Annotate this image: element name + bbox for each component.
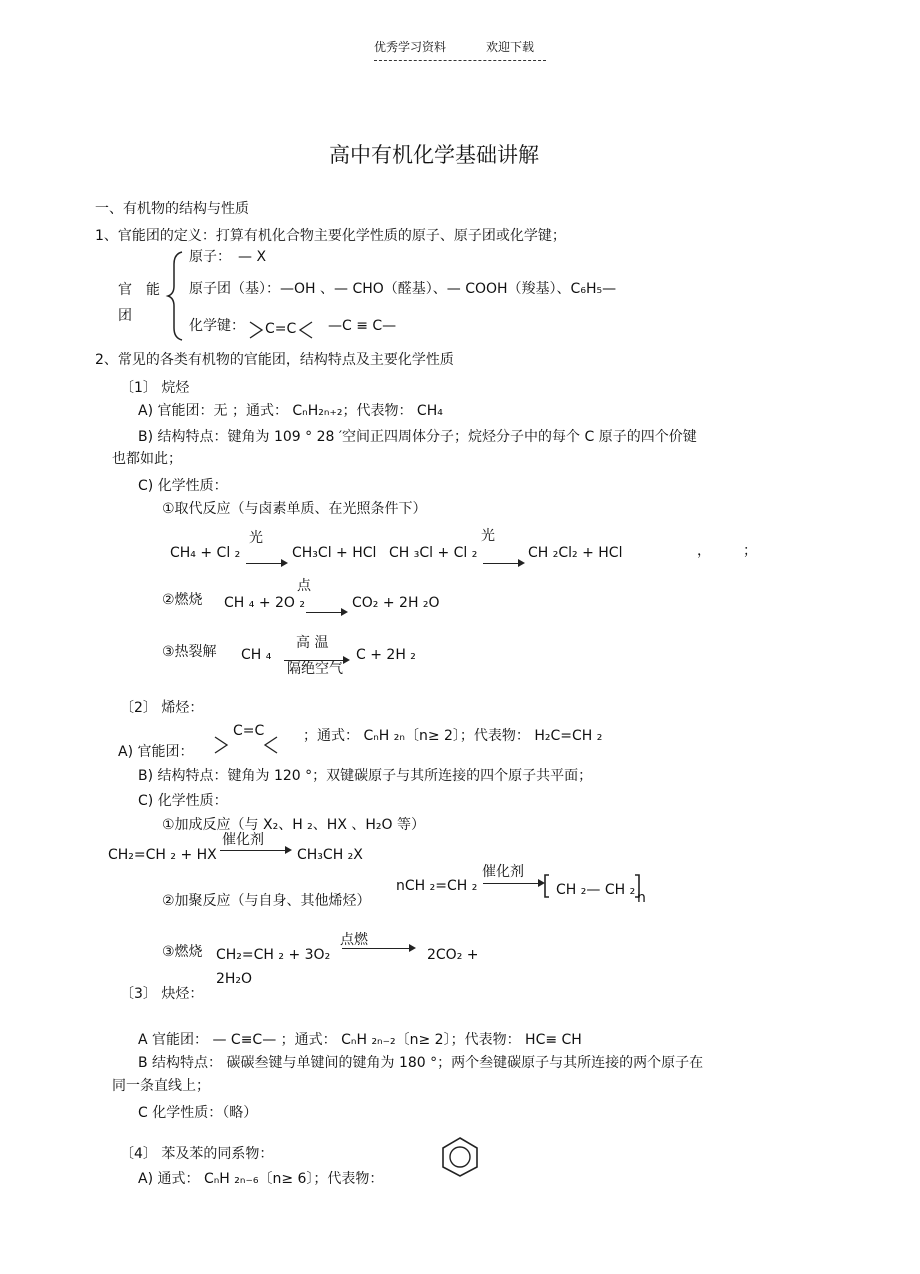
functional-group-definition: 1、官能团的定义：打算有机化合物主要化学性质的原子、原子团或化学键； bbox=[95, 228, 566, 244]
semicolon: ； bbox=[743, 543, 757, 559]
bond-label: 化学键： bbox=[189, 318, 245, 334]
section2-heading: 2、常见的各类有机物的官能团，结构特点及主要化学性质 bbox=[95, 352, 454, 368]
alkane-c: C) 化学性质： bbox=[138, 478, 228, 494]
polymer-n: n bbox=[637, 890, 646, 906]
comma: ， bbox=[697, 543, 711, 559]
alkene-a-label: A) 官能团： bbox=[118, 744, 194, 760]
alkane-title: 〔1〕 烷烃 bbox=[120, 380, 190, 396]
header-right: 欢迎下载 bbox=[486, 40, 535, 54]
eq4-left: CH ₄ bbox=[241, 647, 272, 663]
alkene-bond-text: C=C bbox=[233, 723, 265, 739]
eq2-right: CH ₂Cl₂ + HCl bbox=[528, 545, 623, 561]
alkene-c2: ②加聚反应（与自身、其他烯烃） bbox=[162, 893, 371, 909]
alkane-c1: ①取代反应（与卤素单质、在光照条件下） bbox=[162, 501, 427, 517]
benzene-ring-icon bbox=[440, 1137, 480, 1177]
arrow-3 bbox=[306, 612, 346, 613]
arrow-7 bbox=[342, 948, 414, 949]
polymer-unit: CH ₂— CH ₂ bbox=[556, 882, 636, 898]
alkene-title: 〔2〕 烯烃： bbox=[120, 700, 204, 716]
arrow-5 bbox=[220, 850, 290, 851]
brace-label-2: 团 bbox=[118, 308, 132, 324]
alkene-c: C) 化学性质： bbox=[138, 793, 228, 809]
alkene-eq2-left: nCH ₂=CH ₂ bbox=[396, 878, 478, 894]
alkane-b2: 也都如此； bbox=[112, 451, 182, 467]
alkene-a-rest: ；通式： CₙH ₂ₙ〔n≥ 2〕；代表物： H₂C=CH ₂ bbox=[303, 728, 603, 744]
light-condition-2: 光 bbox=[481, 528, 495, 544]
catalyst-2: 催化剂 bbox=[482, 864, 524, 880]
benzene-title: 〔4〕 苯及苯的同系物： bbox=[120, 1146, 274, 1162]
header-divider bbox=[374, 60, 546, 61]
alkene-eq1-right: CH₃CH ₂X bbox=[297, 847, 363, 863]
page-title: 高中有机化学基础讲解 bbox=[329, 143, 539, 167]
alkyne-b1: B 结构特点： 碳碳叁键与单键间的键角为 180 °；两个叁键碳原子与其所连接的两个原子在 bbox=[138, 1055, 704, 1071]
header-left: 优秀学习资料 bbox=[374, 40, 447, 54]
section1-heading: 一、有机物的结构与性质 bbox=[95, 201, 249, 217]
alkene-eq3-left: CH₂=CH ₂ + 3O₂ bbox=[216, 947, 331, 963]
eq1-left: CH₄ + Cl ₂ bbox=[170, 545, 241, 561]
eq1-right: CH₃Cl + HCl bbox=[292, 545, 377, 561]
brace-label-1: 官 能 bbox=[118, 282, 160, 298]
alkene-c3: ③燃烧 bbox=[162, 944, 203, 960]
alkene-eq1-left: CH₂=CH ₂ + HX bbox=[108, 847, 217, 863]
arrow-6 bbox=[483, 883, 543, 884]
atom-line: 原子： — X bbox=[189, 249, 267, 265]
arrow-2 bbox=[483, 563, 523, 564]
catalyst-1: 催化剂 bbox=[222, 832, 264, 848]
eq3-left: CH ₄ + 2O ₂ bbox=[224, 595, 305, 611]
alkyne-title: 〔3〕 炔烃： bbox=[120, 986, 204, 1002]
alkene-c1: ①加成反应（与 X₂、H ₂、HX 、H₂O 等） bbox=[162, 817, 425, 833]
eq2-left: CH ₃Cl + Cl ₂ bbox=[389, 545, 478, 561]
alkene-eq3-tail: 2H₂O bbox=[216, 971, 253, 987]
group-line: 原子团（基）：—OH 、— CHO（醛基）、— COOH（羧基）、C₆H₅— bbox=[189, 281, 617, 297]
alkene-b: B) 结构特点：键角为 120 °；双键碳原子与其所连接的四个原子共平面； bbox=[138, 768, 593, 784]
arrow-1 bbox=[246, 563, 286, 564]
alkyne-c: C 化学性质：（略） bbox=[138, 1105, 258, 1121]
ignite-condition: 点 bbox=[297, 578, 311, 594]
eq3-right: CO₂ + 2H ₂O bbox=[352, 595, 440, 611]
alkane-c3: ③热裂解 bbox=[162, 644, 217, 660]
curly-brace bbox=[166, 250, 186, 342]
double-bond-text: C=C bbox=[265, 321, 297, 337]
ignite-condition-2: 点燃 bbox=[340, 932, 368, 948]
alkyne-a: A 官能团： — C≡C— ；通式： CₙH ₂ₙ₋₂〔n≥ 2〕；代表物： HC≡ CH bbox=[138, 1032, 582, 1048]
no-air-condition: 隔绝空气 bbox=[287, 661, 343, 677]
high-temp-condition: 高 温 bbox=[296, 635, 329, 651]
alkyne-b2: 同一条直线上； bbox=[112, 1078, 210, 1094]
triple-bond-text: —C ≡ C— bbox=[328, 318, 397, 334]
alkene-eq3-right: 2CO₂ + bbox=[427, 947, 479, 963]
alkane-b1: B) 结构特点：键角为 109 ° 28 ′空间正四周体分子；烷烃分子中的每个 C 原子的四个价键 bbox=[138, 429, 697, 445]
alkane-a: A) 官能团：无 ；通式： CₙH₂ₙ₊₂；代表物： CH₄ bbox=[138, 403, 443, 419]
benzene-a: A) 通式： CₙH ₂ₙ₋₆〔n≥ 6〕；代表物： bbox=[138, 1171, 384, 1187]
light-condition-1: 光 bbox=[249, 530, 263, 546]
eq4-right: C + 2H ₂ bbox=[356, 647, 416, 663]
alkane-c2: ②燃烧 bbox=[162, 592, 203, 608]
